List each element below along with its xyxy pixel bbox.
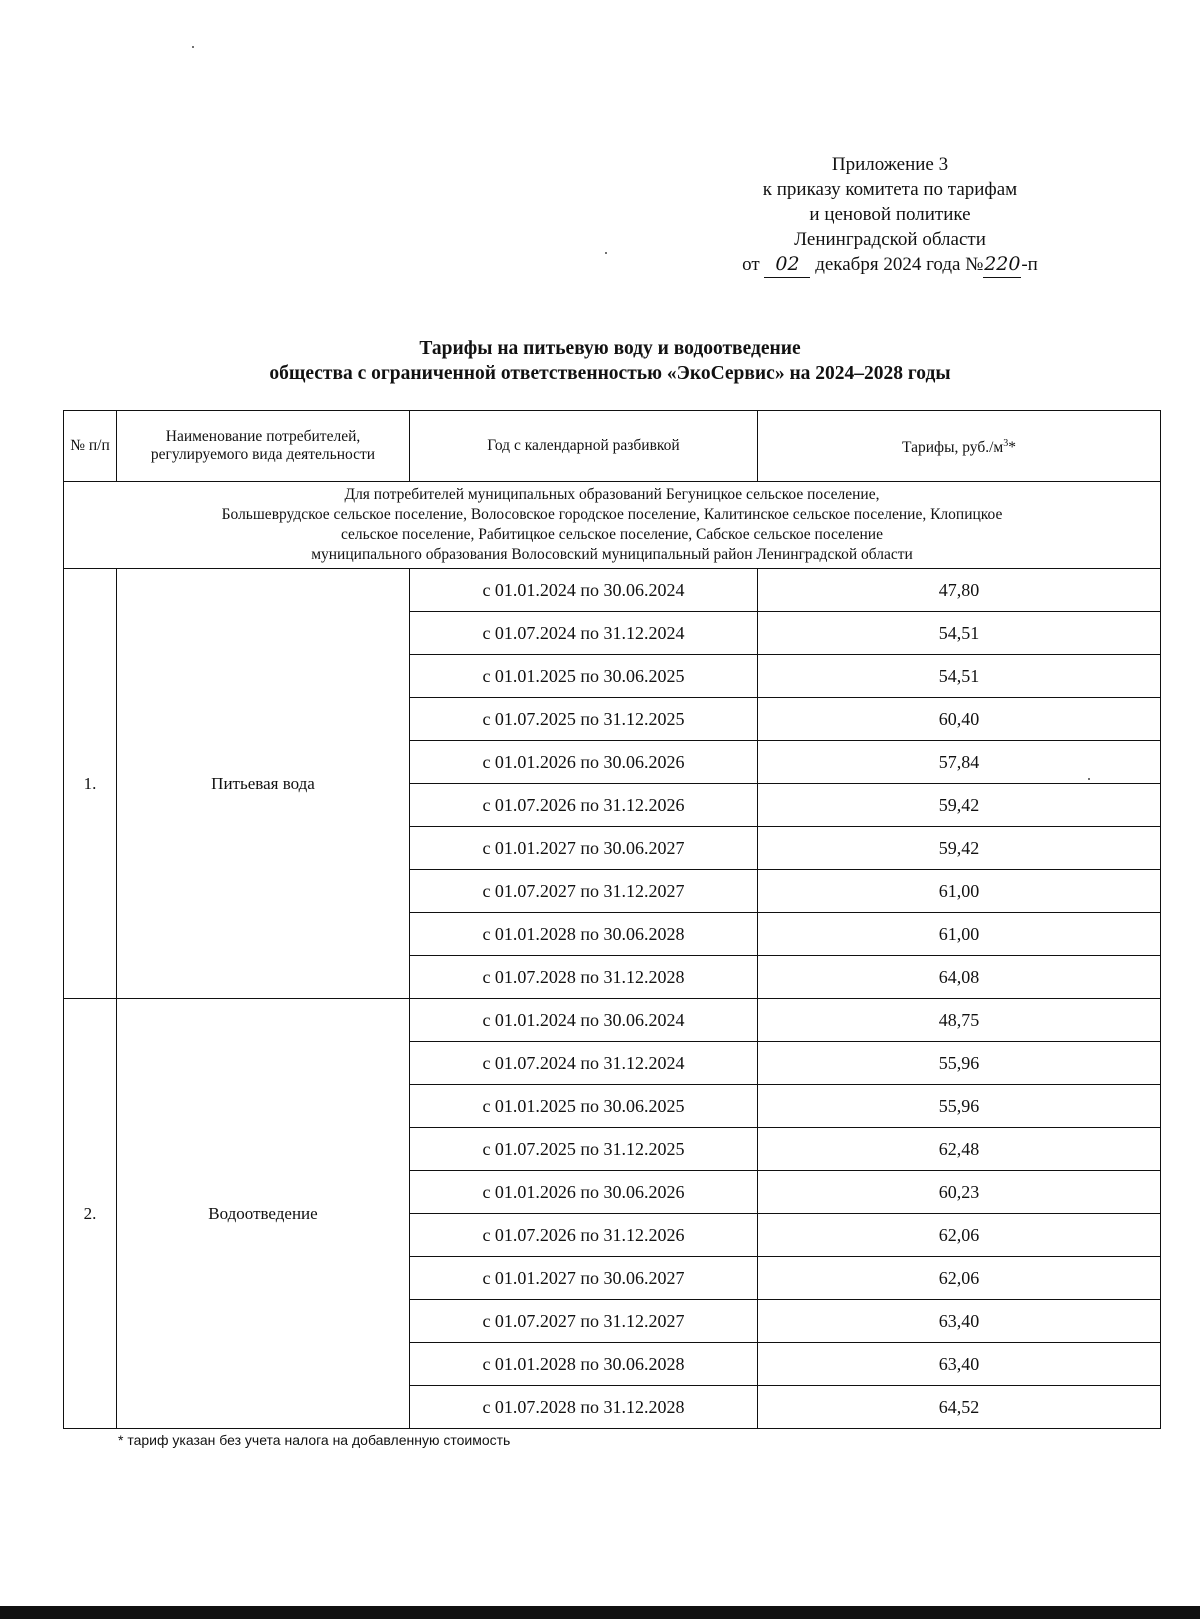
tariff-value-cell: 47,80 <box>758 569 1161 612</box>
tariff-value-cell: 64,08 <box>758 956 1161 999</box>
header-tariff <box>758 411 1161 482</box>
footnote: * тариф указан без учета налога на добавленную стоимость <box>118 1432 511 1448</box>
consumers-note <box>64 482 1161 569</box>
period-cell: с 01.01.2028 по 30.06.2028 <box>410 1343 758 1386</box>
tariff-value-cell: 48,75 <box>758 999 1161 1042</box>
tariff-value-cell: 54,51 <box>758 612 1161 655</box>
tariff-value-cell: 60,23 <box>758 1171 1161 1214</box>
period-cell: с 01.01.2026 по 30.06.2026 <box>410 741 758 784</box>
tariff-value-cell: 55,96 <box>758 1085 1161 1128</box>
note-line: сельское поселение, Рабитицкое сельское поселение, Сабское сельское поселение <box>340 526 883 543</box>
annex-line: Приложение 3 <box>831 154 949 175</box>
tariff-value-cell: 61,00 <box>758 870 1161 913</box>
note-row <box>64 482 1161 569</box>
annex-date-line <box>700 252 1080 278</box>
tariff-value-cell: 59,42 <box>758 784 1161 827</box>
date-middle: декабря 2024 года № <box>815 254 984 275</box>
annex-block <box>700 152 1080 278</box>
tariff-value-cell: 64,52 <box>758 1386 1161 1429</box>
tariff-value-cell: 55,96 <box>758 1042 1161 1085</box>
handwritten-number: 220 <box>983 252 1021 278</box>
tariff-value-cell: 62,06 <box>758 1257 1161 1300</box>
tariff-value-cell: 59,42 <box>758 827 1161 870</box>
tariff-value-cell: 54,51 <box>758 655 1161 698</box>
header-tariff-mark: * <box>1008 439 1016 457</box>
table-row <box>64 569 1161 612</box>
period-cell: с 01.01.2025 по 30.06.2025 <box>410 1085 758 1128</box>
annex-line: и ценовой политике <box>809 204 971 225</box>
table-header-row <box>64 411 1161 482</box>
title-line: Тарифы на питьевую воду и водоотведение <box>419 338 801 359</box>
period-cell: с 01.01.2024 по 30.06.2024 <box>410 569 758 612</box>
tariff-value-cell: 62,48 <box>758 1128 1161 1171</box>
handwritten-day: 02 <box>764 252 810 278</box>
period-cell: с 01.01.2026 по 30.06.2026 <box>410 1171 758 1214</box>
tariff-value-cell: 63,40 <box>758 1343 1161 1386</box>
note-line: Большеврудское сельское поселение, Волосовское городское поселение, Калитинское сельское поселение, Клопицкое <box>221 506 1003 523</box>
tariff-value-cell: 62,06 <box>758 1214 1161 1257</box>
annex-line: Ленинградской области <box>794 229 986 250</box>
service-name: Питьевая вода <box>117 569 410 999</box>
period-cell: с 01.01.2028 по 30.06.2028 <box>410 913 758 956</box>
note-line: Для потребителей муниципальных образований Бегуницкое сельское поселение, <box>344 486 880 503</box>
date-prefix: от <box>742 254 760 275</box>
scan-speck <box>192 46 194 48</box>
tariff-value-cell: 61,00 <box>758 913 1161 956</box>
period-cell: с 01.07.2026 по 31.12.2026 <box>410 1214 758 1257</box>
row-number: 2. <box>64 999 117 1429</box>
table-row <box>64 999 1161 1042</box>
header-num: № п/п <box>64 411 117 482</box>
period-cell: с 01.07.2025 по 31.12.2025 <box>410 698 758 741</box>
period-cell: с 01.07.2024 по 31.12.2024 <box>410 612 758 655</box>
scan-edge-bar <box>0 1606 1200 1619</box>
period-cell: с 01.07.2028 по 31.12.2028 <box>410 1386 758 1429</box>
period-cell: с 01.07.2028 по 31.12.2028 <box>410 956 758 999</box>
period-cell: с 01.07.2027 по 31.12.2027 <box>410 870 758 913</box>
header-name: Наименование потребителей, регулируемого вида деятельности <box>117 411 410 482</box>
period-cell: с 01.07.2025 по 31.12.2025 <box>410 1128 758 1171</box>
period-cell: с 01.07.2027 по 31.12.2027 <box>410 1300 758 1343</box>
period-cell: с 01.01.2027 по 30.06.2027 <box>410 1257 758 1300</box>
table-body <box>64 482 1161 1429</box>
title-line: общества с ограниченной ответственностью «ЭкоСервис» на 2024–2028 годы <box>269 363 951 384</box>
scan-speck <box>1088 778 1090 780</box>
header-tariff-sup: 3 <box>1003 437 1009 449</box>
service-name: Водоотведение <box>117 999 410 1429</box>
document-title <box>60 336 1160 386</box>
note-line: муниципального образования Волосовский муниципальный район Ленинградской области <box>311 546 913 563</box>
period-cell: с 01.07.2024 по 31.12.2024 <box>410 1042 758 1085</box>
period-cell: с 01.07.2026 по 31.12.2026 <box>410 784 758 827</box>
scan-speck <box>605 252 607 254</box>
period-cell: с 01.01.2027 по 30.06.2027 <box>410 827 758 870</box>
annex-line: к приказу комитета по тарифам <box>762 179 1018 200</box>
tariff-value-cell: 60,40 <box>758 698 1161 741</box>
header-tariff-label: Тарифы, руб./м <box>902 439 1004 457</box>
tariff-table <box>63 410 1161 1429</box>
tariff-value-cell: 63,40 <box>758 1300 1161 1343</box>
row-number: 1. <box>64 569 117 999</box>
header-period: Год с календарной разбивкой <box>410 411 758 482</box>
period-cell: с 01.01.2024 по 30.06.2024 <box>410 999 758 1042</box>
date-suffix: -п <box>1021 254 1038 275</box>
period-cell: с 01.01.2025 по 30.06.2025 <box>410 655 758 698</box>
tariff-value-cell: 57,84 <box>758 741 1161 784</box>
